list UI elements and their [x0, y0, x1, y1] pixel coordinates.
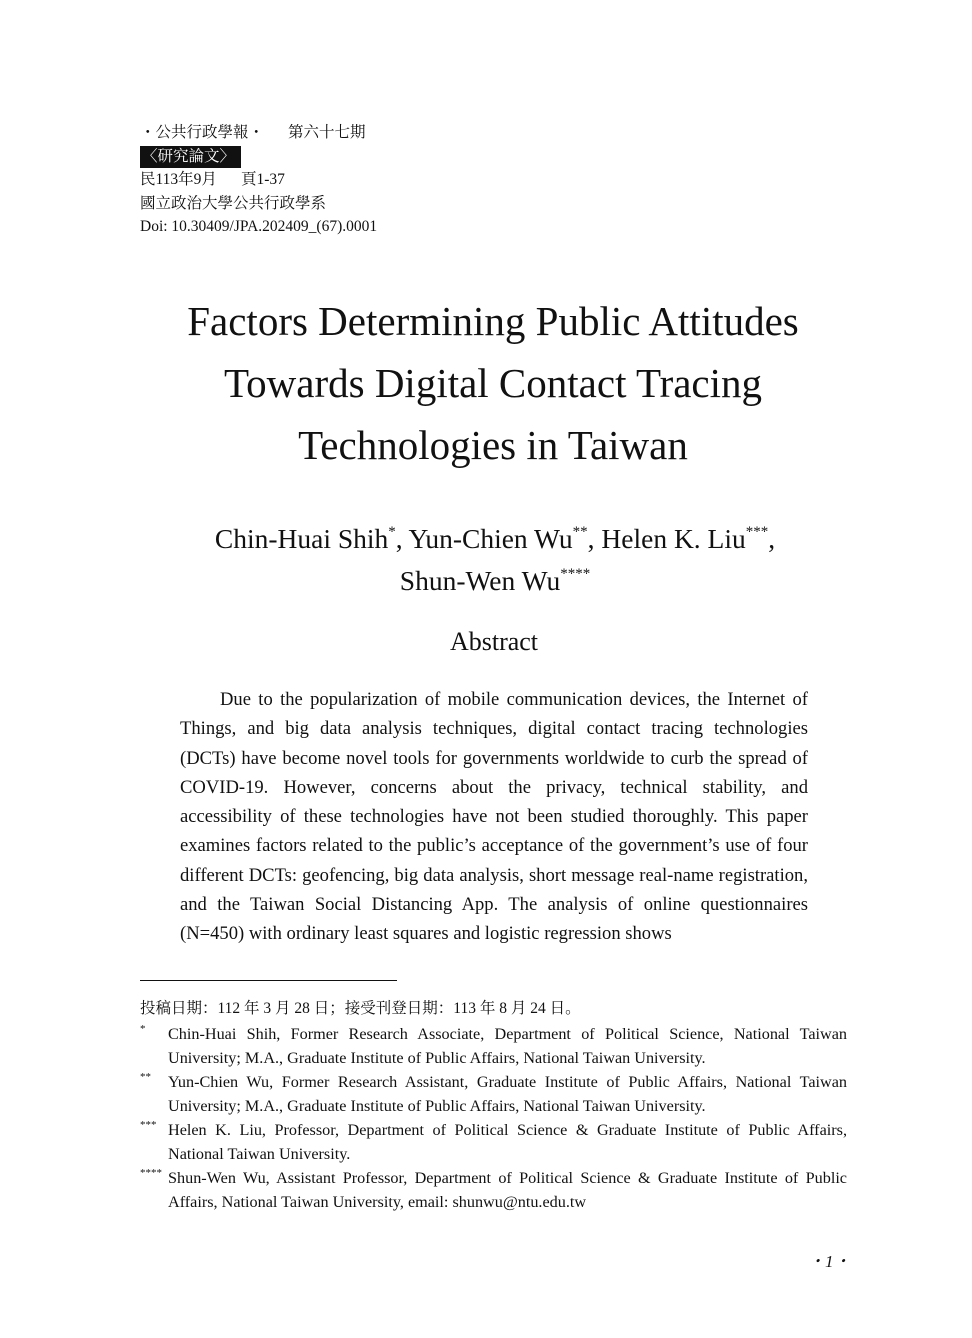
author-name: Shun-Wen Wu — [399, 565, 561, 596]
issue-number: 第六十七期 — [288, 124, 366, 141]
author-name: Chin-Huai Shih — [214, 523, 389, 554]
footnote-text: Helen K. Liu, Professor, Department of Political Science & Graduate Institute of Public Affairs, National Taiwan University. — [168, 1121, 847, 1163]
footnote-mark: * — [140, 1023, 146, 1035]
author-name: Yun-Chien Wu — [408, 523, 573, 554]
author-mark: **** — [560, 566, 591, 582]
author-list: Chin-Huai Shih*, Yun-Chien Wu**, Helen K. Liu***, Shun-Wen Wu**** — [214, 523, 776, 596]
journal-header — [140, 121, 377, 239]
footnote-mark: **** — [140, 1167, 162, 1179]
title-line-3: Technologies in Taiwan — [298, 422, 688, 468]
footnote — [140, 1118, 847, 1166]
footnote-text: Shun-Wen Wu, Assistant Professor, Department of Political Science & Graduate Institute of Public Affairs, National Taiwan University, email: shunwu@ntu.edu.tw — [168, 1169, 847, 1211]
title-line-1: Factors Determining Public Attitudes — [187, 298, 799, 344]
footnote-text: Yun-Chien Wu, Former Research Assistant, Graduate Institute of Public Affairs, National Taiwan University; M.A., Graduate Institute of Public Affairs, National Taiwan University. — [168, 1073, 847, 1115]
footnotes — [140, 1022, 847, 1214]
author-mark: * — [388, 524, 396, 540]
submission-dates: 投稿日期：112 年 3 月 28 日；接受刊登日期：113 年 8 月 24 日。 — [140, 1000, 581, 1017]
footnote-divider — [140, 980, 397, 981]
footnote — [140, 1022, 847, 1070]
abstract-heading: Abstract — [449, 627, 539, 656]
footnote-text: Chin-Huai Shih, Former Research Associate, Department of Political Science, National Taiwan University; M.A., Graduate Institute of Public Affairs, National Taiwan University. — [168, 1025, 847, 1067]
footnote — [140, 1070, 847, 1118]
doi: Doi: 10.30409/JPA.202409_(67).0001 — [140, 218, 378, 235]
author-mark: *** — [745, 524, 769, 540]
publisher-department: 國立政治大學公共行政學系 — [140, 194, 327, 212]
abstract-text: Due to the popularization of mobile communication devices, the Internet of Things, and big data analysis techniques, digital contact tracing technologies (DCTs) have become novel tools for governments worldwide to curb the spread of COVID-19. However, concerns about the privacy, technical stability, and accessibility of these technologies have not been studied thoroughly. This paper examines factors related to the public’s acceptance of the government’s use of four different DCTs: geofencing, big data analysis, short message real-name registration, and the Taiwan Social Distancing App. The analysis of online questionnaires (N=450) with ordinary least squares and logistic regression shows — [180, 689, 808, 945]
publication-date: 民113年9月 — [140, 171, 217, 188]
author-name: Helen K. Liu — [601, 523, 746, 554]
paper-title — [0, 290, 972, 476]
title-line-2: Towards Digital Contact Tracing — [223, 360, 763, 406]
footnote-mark: *** — [140, 1119, 157, 1131]
author-mark: ** — [572, 524, 588, 540]
page-range: 頁1-37 — [240, 171, 285, 188]
article-type-badge: 〈研究論文〉 — [140, 146, 241, 168]
footnote — [140, 1166, 847, 1214]
footnote-mark: ** — [140, 1071, 151, 1083]
page-number: ・1・ — [808, 1252, 851, 1271]
journal-name: ・公共行政學報・ — [140, 124, 265, 141]
